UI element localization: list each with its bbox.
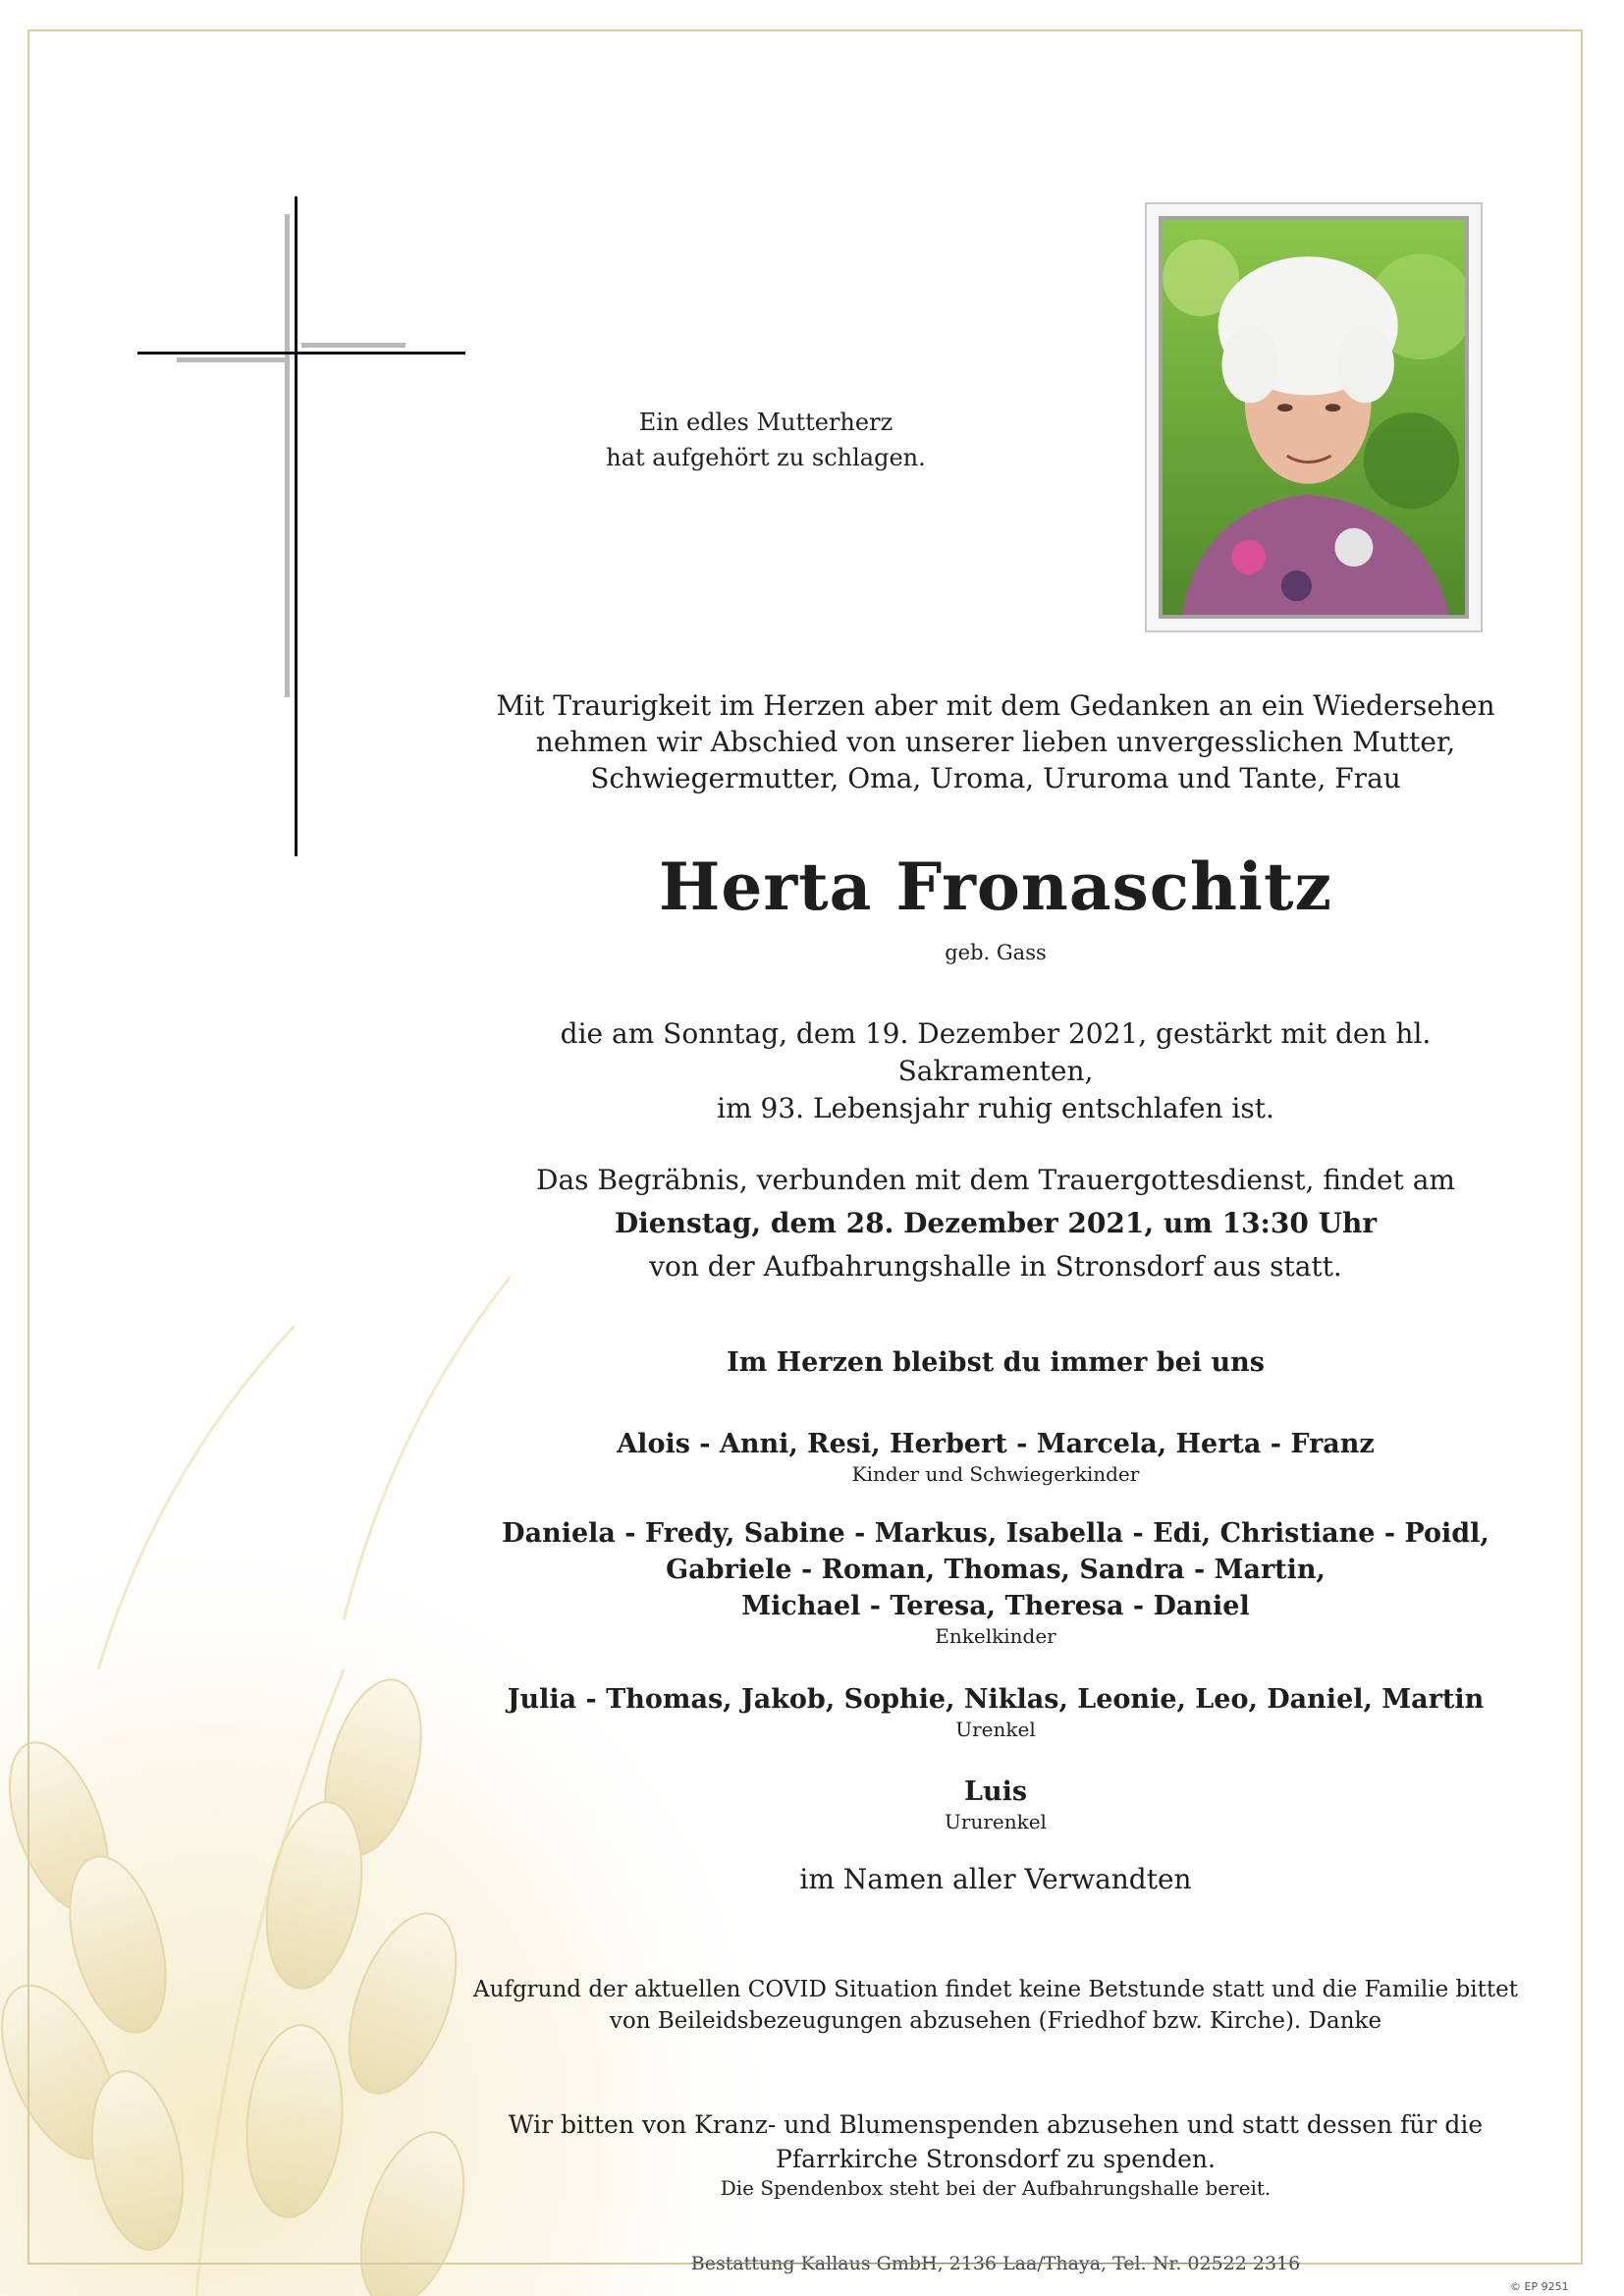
death-line: die am Sonntag, dem 19. Dezember 2021, gestärkt mit den hl. Sakramenten, [560, 1017, 1432, 1087]
mourner-role: Enkelkinder [935, 1624, 1056, 1648]
mourner-names: Julia - Thomas, Jakob, Sophie, Niklas, Leonie, Leo, Daniel, Martin [507, 1684, 1485, 1715]
donation-line: Pfarrkirche Stronsdorf zu spenden. [776, 2145, 1216, 2173]
mourner-role: Kinder und Schwiegerkinder [851, 1462, 1140, 1486]
donation-line: Wir bitten von Kranz- und Blumenspenden abzusehen und statt dessen für die [508, 2110, 1484, 2139]
covid-line: Aufgrund der aktuellen COVID Situation findet keine Betstunde statt und die Familie bittet [473, 1977, 1518, 2002]
mourner-group-grandchildren [461, 1515, 1530, 1648]
motto: Im Herzen bleibst du immer bei uns [727, 1347, 1265, 1378]
donation-note: Die Spendenbox steht bei der Aufbahrungshalle bereit. [720, 2176, 1272, 2200]
maiden-name: geb. Gass [945, 941, 1047, 964]
funeral-info [461, 1159, 1530, 1288]
death-notice [461, 1015, 1530, 1127]
covid-line: von Beileidsbezeugungen abzusehen (Friedhof bzw. Kirche). Danke [609, 2008, 1382, 2034]
deceased-name: Herta Fronaschitz [659, 848, 1332, 925]
mourner-group-great-grandchildren [461, 1681, 1530, 1741]
mourner-role: Ururenkel [945, 1810, 1047, 1833]
mourner-role: Urenkel [955, 1718, 1036, 1741]
funeral-line: Das Begräbnis, verbunden mit dem Trauergottesdienst, findet am [536, 1164, 1455, 1196]
portrait-photo [1159, 216, 1469, 619]
intro-line: hat aufgehört zu schlagen. [606, 444, 926, 471]
intro-line: Ein edles Mutterherz [638, 409, 893, 436]
donation-notice [461, 2107, 1530, 2176]
mourner-names: Luis [963, 1777, 1028, 1807]
funeral-home-footer: Bestattung Kallaus GmbH, 2136 Laa/Thaya, Tel. Nr. 02522 2316 [690, 2253, 1301, 2274]
portrait-frame [1145, 202, 1483, 632]
announcement-line: nehmen wir Abschied von unserer lieben unvergesslichen Mutter, [535, 726, 1456, 758]
regards-text: im Namen aller Verwandten [799, 1863, 1192, 1895]
mourner-group-great-great-grandchildren [461, 1774, 1530, 1833]
mourner-group-children [461, 1426, 1530, 1486]
announcement-text [461, 687, 1530, 796]
funeral-line: von der Aufbahrungshalle in Stronsdorf aus statt. [649, 1250, 1342, 1283]
mourner-names: Michael - Teresa, Theresa - Daniel [741, 1591, 1250, 1621]
print-code: © EP 9251 [1510, 2280, 1569, 2293]
funeral-datetime: Dienstag, dem 28. Dezember 2021, um 13:30 Uhr [614, 1207, 1378, 1239]
mourner-names: Daniela - Fredy, Sabine - Markus, Isabella - Edi, Christiane - Poidl, [502, 1518, 1489, 1549]
announcement-line: Mit Traurigkeit im Herzen aber mit dem Gedanken an ein Wiedersehen [496, 689, 1495, 722]
covid-notice [461, 1974, 1530, 2037]
death-line: im 93. Lebensjahr ruhig entschlafen ist. [717, 1092, 1274, 1124]
intro-text [569, 405, 962, 475]
announcement-line: Schwiegermutter, Oma, Uroma, Ururoma und Tante, Frau [590, 762, 1401, 794]
mourner-names: Alois - Anni, Resi, Herbert - Marcela, Herta - Franz [617, 1429, 1375, 1459]
mourner-names: Gabriele - Roman, Thomas, Sandra - Martin, [666, 1555, 1326, 1585]
